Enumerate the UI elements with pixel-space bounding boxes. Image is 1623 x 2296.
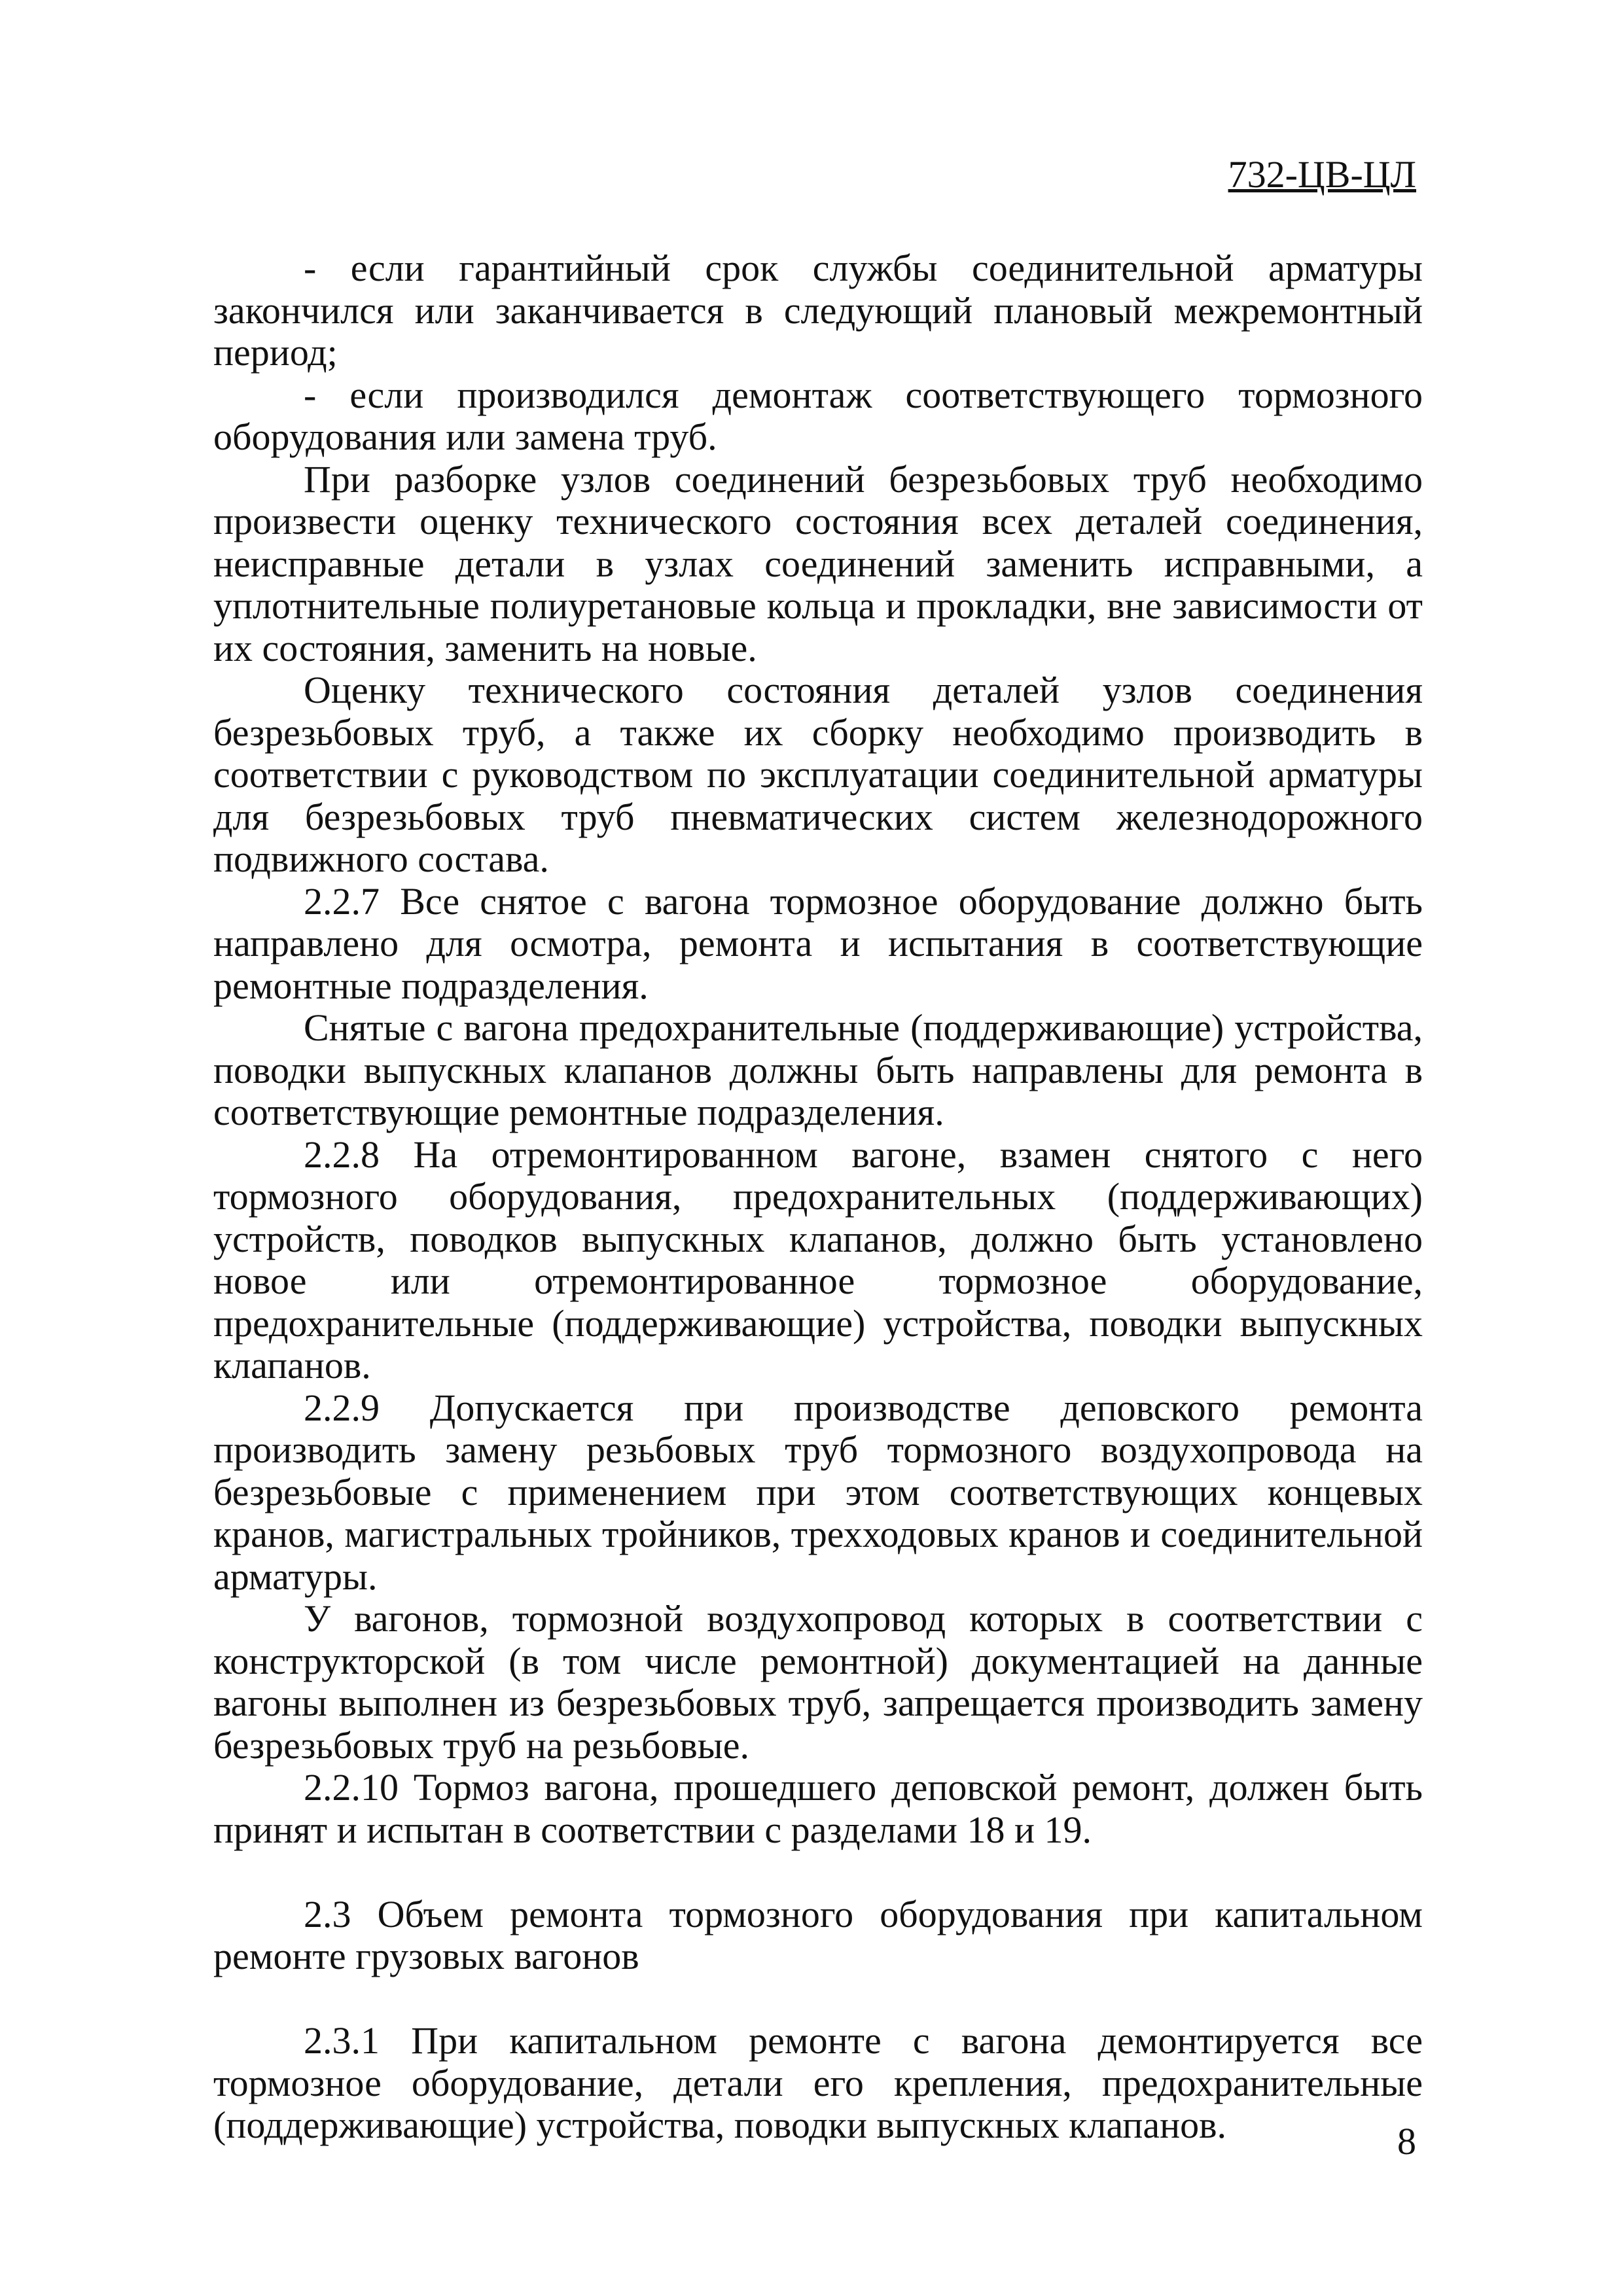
- paragraph-2-2-10: 2.2.10 Тормоз вагона, прошедшего деповской ремонт, должен быть принят и испытан в соответствии с разделами 18 и 19.: [213, 1766, 1423, 1851]
- paragraph-assessment: Оценку технического состояния деталей узлов соединения безрезьбовых труб, а также их сборку необходимо производить в соответствии с руководством по эксплуатации соединительной арматуры для безрезьбовых труб пневматических систем железнодорожного подвижного состава.: [213, 669, 1423, 880]
- list-item-dismantling: - если производился демонтаж соответствующего тормозного оборудования или замена труб.: [213, 373, 1423, 458]
- paragraph-disassembly: При разборке узлов соединений безрезьбовых труб необходимо произвести оценку технического состояния всех деталей соединения, неисправные детали в узлах соединений заменить исправными, а уплотнительные полиуретановые кольца и прокладки, вне зависимости от их состояния, заменить на новые.: [213, 457, 1423, 669]
- paragraph-2-2-9: 2.2.9 Допускается при производстве деповского ремонта производить замену резьбовых труб тормозного воздухопровода на безрезьбовые с применением при этом соответствующих концевых кранов, магистральных тройников, трехходовых кранов и соединительной арматуры.: [213, 1386, 1423, 1598]
- section-heading-2-3: 2.3 Объем ремонта тормозного оборудования при капитальном ремонте грузовых вагонов: [213, 1892, 1423, 1977]
- list-item-warranty: - если гарантийный срок службы соединительной арматуры закончился или заканчивается в следующий плановый межремонтный период;: [213, 247, 1423, 374]
- page-number: 8: [1397, 2120, 1416, 2163]
- paragraph-2-2-7: 2.2.7 Все снятое с вагона тормозное оборудование должно быть направлено для осмотра, ремонта и испытания в соответствующие ремонтные подразделения.: [213, 879, 1423, 1007]
- paragraph-removed-devices: Снятые с вагона предохранительные (поддерживающие) устройства, поводки выпускных клапанов должны быть направлены для ремонта в соответствующие ремонтные подразделения.: [213, 1006, 1423, 1133]
- paragraph-2-3-1: 2.3.1 При капитальном ремонте с вагона демонтируется все тормозное оборудование, детали его крепления, предохранительные (поддерживающие) устройства, поводки выпускных клапанов.: [213, 2019, 1423, 2146]
- document-code: 732-ЦВ-ЦЛ: [1228, 153, 1416, 196]
- paragraph-2-2-8: 2.2.8 На отремонтированном вагоне, взамен снятого с него тормозного оборудования, предохранительных (поддерживающих) устройств, поводков выпускных клапанов, должно быть установлено новое или отремонтированное тормозное оборудование, предохранительные (поддерживающие) устройства, поводки выпускных клапанов.: [213, 1133, 1423, 1386]
- document-body: [213, 247, 1423, 2147]
- paragraph-threadless-pipes: У вагонов, тормозной воздухопровод которых в соответствии с конструкторской (в том числе ремонтной) документацией на данные вагоны выполнен из безрезьбовых труб, запрещается производить замену безрезьбовых труб на резьбовые.: [213, 1597, 1423, 1767]
